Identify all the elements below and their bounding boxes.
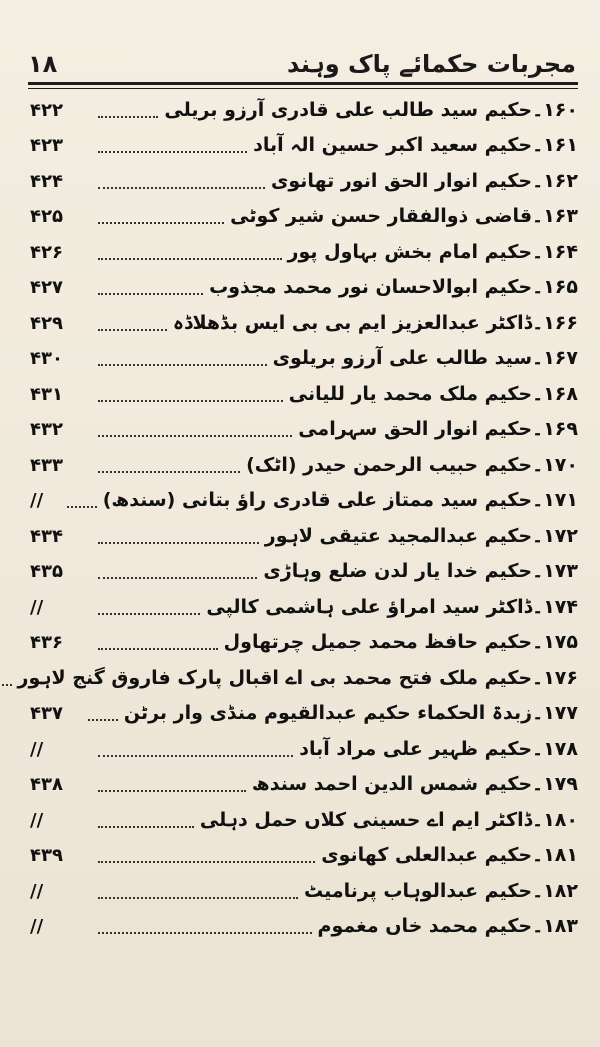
dot-leader	[98, 577, 257, 579]
entry-page-number: ۴۳۵	[30, 561, 63, 582]
toc-entry	[30, 834, 578, 870]
header-rule-thick	[28, 82, 578, 85]
entry-title: ۱۶۴۔حکیم امام بخش بہاول پور	[287, 240, 578, 263]
toc-entry	[30, 266, 578, 302]
dot-leader	[98, 861, 315, 863]
entry-page-number: ۴۳۴	[30, 525, 63, 547]
toc-entry	[30, 621, 578, 657]
toc-entry	[30, 301, 578, 337]
entry-title: ۱۷۴۔ڈاکٹر سید امراؤ علی ہاشمی کالپی	[206, 595, 578, 618]
entry-title: ۱۶۷۔سید طالب علی آرزو بریلوی	[272, 347, 578, 369]
entry-title: ۱۷۲۔حکیم عبدالمجید عتیقی لاہور	[264, 524, 578, 547]
entry-page-number: ۴۲۳	[30, 135, 63, 156]
entry-title: ۱۸۳۔حکیم محمد خاں مغموم	[317, 915, 578, 937]
toc-entry	[30, 514, 578, 550]
entry-title: ۱۸۱۔حکیم عبدالعلی کھانوی	[321, 844, 578, 866]
dot-leader	[98, 613, 200, 615]
toc-entry	[17, 656, 578, 692]
entry-page-number: ۴۲۹	[30, 312, 63, 334]
dot-leader	[98, 897, 298, 899]
dot-leader	[98, 826, 194, 828]
toc-entry	[30, 798, 578, 834]
dot-leader	[98, 932, 312, 934]
toc-entry	[30, 408, 578, 444]
dot-leader	[98, 435, 292, 437]
toc-entry	[30, 159, 578, 195]
entry-title: ۱۷۶۔حکیم ملک فتح محمد بی اے اقبال پارک فاروق گنج لاہور	[17, 666, 578, 689]
toc-entry	[30, 443, 578, 479]
entry-page-number: //	[30, 880, 44, 902]
entry-page-number: //	[30, 490, 44, 511]
toc-entry	[30, 869, 578, 905]
entry-page-number: //	[30, 916, 44, 937]
running-title: مجربات حکمائے پاک وہند	[287, 50, 576, 78]
entry-title: ۱۸۰۔ڈاکٹر ایم اے حسینی کلاں حمل دہلی	[199, 808, 578, 831]
dot-leader	[98, 755, 293, 757]
entry-title: ۱۷۱۔حکیم سید ممتاز علی قادری راؤ بتانی (سندھ)	[102, 489, 578, 511]
entry-title: ۱۶۳۔قاضی ذوالفقار حسن شیر کوٹی	[230, 205, 578, 227]
dot-leader	[98, 364, 267, 366]
dot-leader	[98, 648, 218, 650]
toc-entry	[30, 230, 578, 266]
dot-leader	[98, 187, 265, 189]
toc-entry	[30, 372, 578, 408]
entry-title: ۱۷۳۔حکیم خدا یار لدن ضلع وہاڑی	[263, 560, 578, 582]
entry-title: ۱۷۷۔زبدۃ الحکماء حکیم عبدالقیوم منڈی وار برٹن	[123, 702, 578, 724]
dot-leader	[98, 400, 283, 402]
entry-page-number: ۴۲۶	[30, 241, 63, 263]
toc-entry	[30, 585, 578, 621]
entry-page-number: ۴۲۷	[30, 277, 63, 298]
dot-leader	[98, 293, 203, 295]
entry-page-number: ۴۳۲	[30, 419, 63, 440]
toc-entry	[30, 763, 578, 799]
entry-title: ۱۷۰۔حکیم حبیب الرحمن حیدر (اٹک)	[246, 453, 578, 476]
entry-title: ۱۶۰۔حکیم سید طالب علی قادری آرزو بریلی	[164, 98, 578, 121]
toc-entry	[30, 195, 578, 231]
entry-page-number: ۴۳۶	[30, 632, 63, 653]
entry-page-number: //	[30, 809, 44, 831]
toc-entry	[30, 905, 578, 941]
entry-page-number: ۴۳۸	[30, 774, 63, 795]
toc-entry	[30, 479, 578, 515]
entry-page-number: ۴۲۴	[30, 170, 63, 192]
toc-entry	[30, 88, 578, 124]
dot-leader	[98, 222, 224, 224]
entry-title: ۱۶۸۔حکیم ملک محمد یار للیانی	[288, 382, 578, 405]
entry-page-number: ۴۲۲	[30, 99, 63, 121]
entry-title: ۱۶۹۔حکیم انوار الحق سہرامی	[298, 418, 578, 440]
entry-page-number: ۴۳۱	[30, 383, 63, 405]
dot-leader	[67, 506, 97, 508]
entry-title: ۱۶۶۔ڈاکٹر عبدالعزیز ایم بی بی ایس بڈھلاڈہ	[172, 311, 578, 334]
dot-leader	[98, 542, 259, 544]
dot-leader	[98, 151, 247, 153]
dot-leader	[98, 258, 282, 260]
entry-title: ۱۶۲۔حکیم انوار الحق انور تھانوی	[270, 169, 578, 192]
toc-entry	[30, 124, 578, 160]
entry-title: ۱۸۲۔حکیم عبدالوہاب پرنامیٹ	[303, 879, 578, 902]
entry-page-number: ۴۳۷	[30, 703, 63, 724]
entry-page-number: ۴۳۳	[30, 454, 63, 476]
entry-title: ۱۶۱۔حکیم سعید اکبر حسین الہ آباد	[253, 134, 578, 156]
dot-leader	[98, 329, 167, 331]
entry-page-number: ۴۳۰	[30, 348, 63, 369]
entry-title: ۱۶۵۔حکیم ابوالاحسان نور محمد مجذوب	[209, 276, 578, 298]
dot-leader	[88, 719, 118, 721]
page-number: ۱۸	[28, 50, 58, 78]
page-header	[28, 40, 576, 80]
entry-page-number: //	[30, 596, 44, 618]
dot-leader	[98, 116, 158, 118]
entry-page-number: //	[30, 738, 44, 760]
entry-page-number: ۴۳۹	[30, 845, 63, 866]
table-of-contents	[17, 88, 578, 940]
entry-page-number: ۴۲۵	[30, 206, 63, 227]
entry-title: ۱۷۵۔حکیم حافظ محمد جمیل چرتھاول	[223, 631, 578, 653]
dot-leader	[98, 790, 246, 792]
entry-title: ۱۷۹۔حکیم شمس الدین احمد سندھ	[251, 773, 578, 795]
toc-entry	[30, 550, 578, 586]
dot-leader	[0, 684, 12, 686]
entry-title: ۱۷۸۔حکیم ظہیر علی مراد آباد	[299, 737, 578, 760]
toc-entry	[30, 337, 578, 373]
dot-leader	[98, 471, 240, 473]
toc-entry	[30, 692, 578, 728]
toc-entry	[30, 727, 578, 763]
